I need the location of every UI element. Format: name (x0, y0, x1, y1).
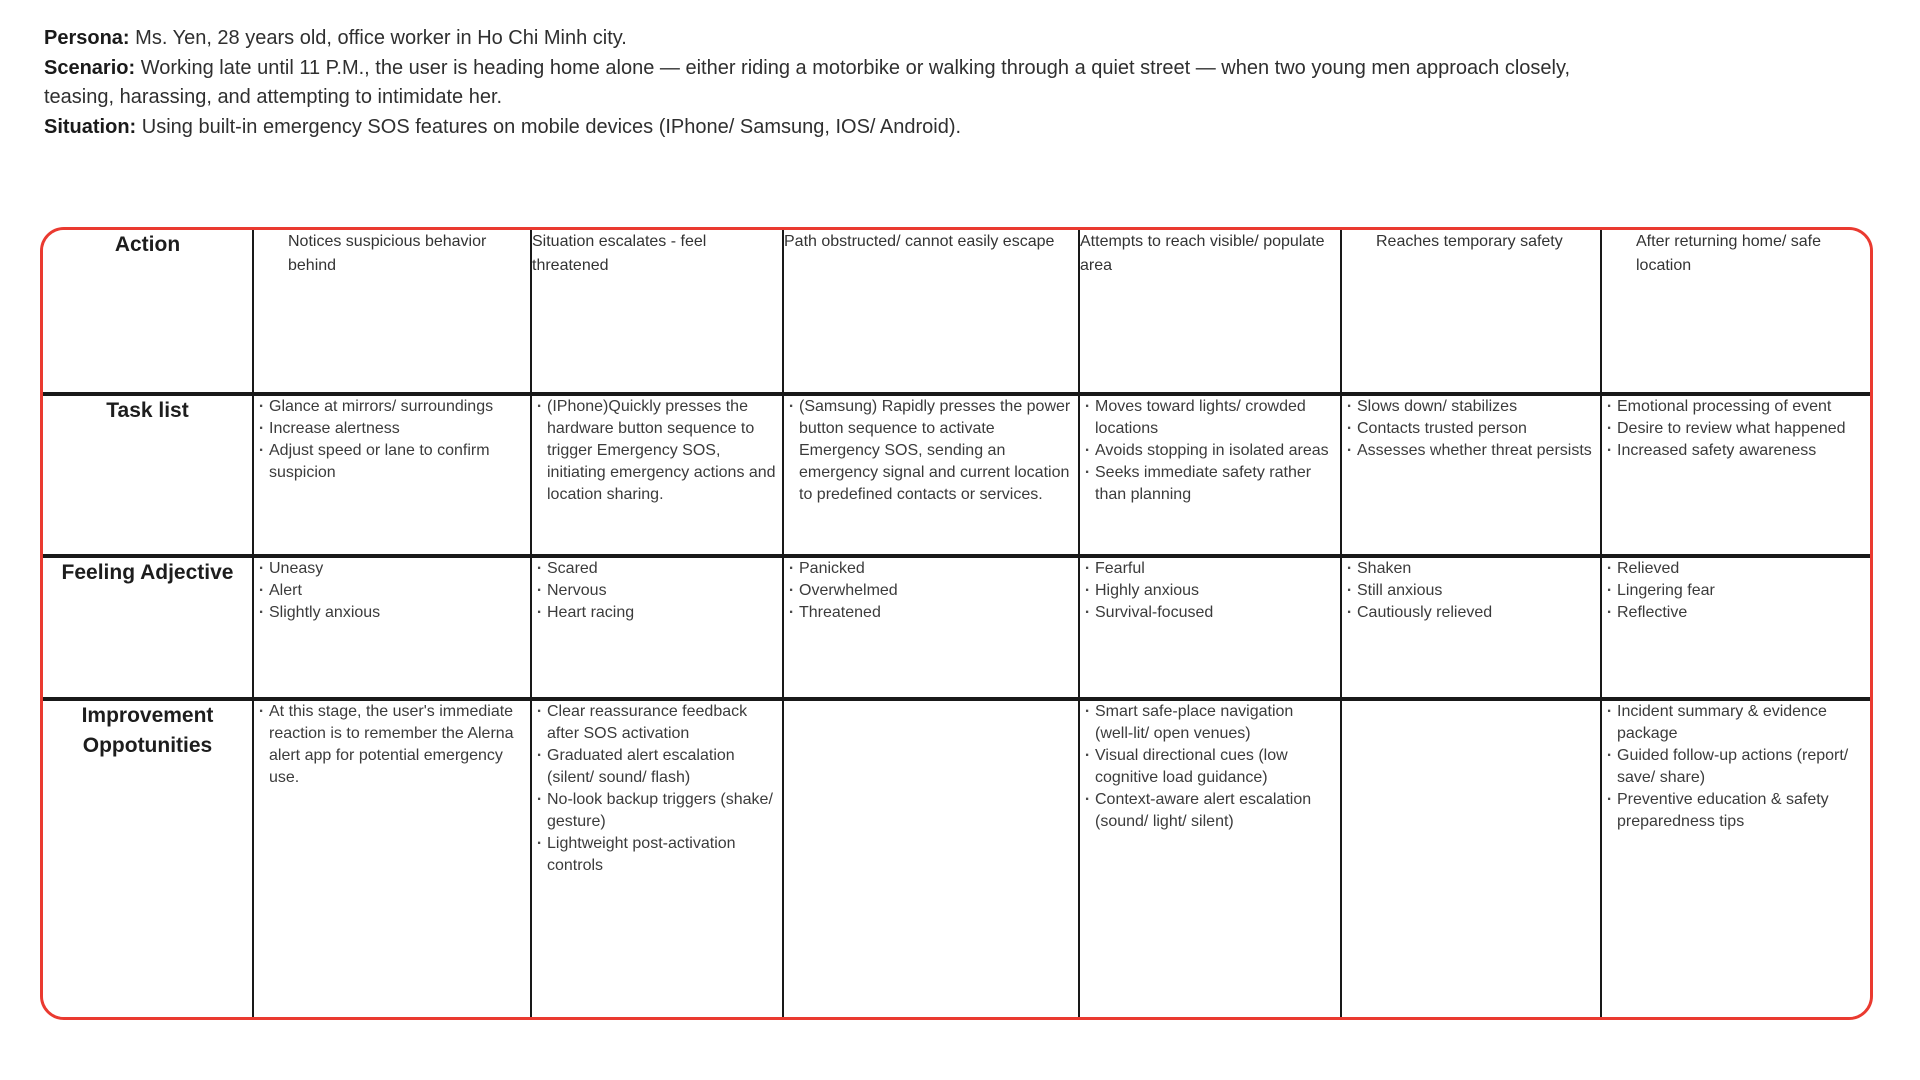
task-list-3 (784, 396, 1078, 506)
bullet-dot: · (1346, 420, 1353, 437)
list-item-text: Highly anxious (1095, 582, 1200, 599)
journey-table (43, 230, 1873, 1020)
bullet-dot: · (536, 791, 543, 808)
bullet-dot: · (1606, 560, 1613, 577)
list-item-text: Still anxious (1357, 582, 1443, 599)
list-item (254, 558, 530, 580)
list-item-text: Lingering fear (1617, 582, 1715, 599)
list-item-text: Preventive education & safety preparedness tips (1617, 791, 1829, 830)
list-item (254, 440, 530, 484)
task-list-6 (1602, 396, 1873, 462)
scenario-line (44, 54, 1604, 113)
brief-text-block (44, 24, 1604, 142)
bullet-dot: · (1346, 604, 1353, 621)
bullet-dot: · (1346, 582, 1353, 599)
list-item-text: Glance at mirrors/ surroundings (269, 398, 494, 415)
bullet-dot: · (536, 703, 543, 720)
action-cell-1: Notices suspicious behavior behind (253, 230, 531, 394)
list-item-text: Relieved (1617, 560, 1680, 577)
bullet-dot: · (1084, 398, 1091, 415)
list-item (254, 580, 530, 602)
action-row (43, 230, 1873, 394)
list-item-text: Contacts trusted person (1357, 420, 1527, 437)
list-item-text: Increased safety awareness (1617, 442, 1817, 459)
list-item-text: At this stage, the user's immediate reaction is to remember the Alerna alert app for potential emergency use. (269, 703, 514, 786)
list-item-text: Context-aware alert escalation (sound/ light/ silent) (1095, 791, 1312, 830)
list-item-text: Threatened (799, 604, 881, 621)
improvement-list-1 (254, 701, 530, 789)
list-item-text: Desire to review what happened (1617, 420, 1846, 437)
list-item (1602, 745, 1873, 789)
list-item-text: Nervous (547, 582, 607, 599)
bullet-dot: · (1346, 442, 1353, 459)
task-cell-6 (1601, 394, 1873, 556)
bullet-dot: · (1346, 560, 1353, 577)
list-item (1342, 558, 1600, 580)
action-cell-6: After returning home/ safe location (1601, 230, 1873, 394)
journey-map-table (40, 227, 1873, 1020)
improvement-cell-1 (253, 699, 531, 1020)
list-item (532, 396, 782, 506)
list-item-text: Smart safe-place navigation (well-lit/ open venues) (1095, 703, 1294, 742)
feeling-list-2 (532, 558, 782, 624)
bullet-dot: · (258, 582, 265, 599)
list-item-text: Heart racing (547, 604, 635, 621)
bullet-dot: · (1084, 703, 1091, 720)
list-item (784, 558, 1078, 580)
bullet-dot: · (1606, 747, 1613, 764)
list-item (1602, 558, 1873, 580)
task-cell-3 (783, 394, 1079, 556)
list-item (1602, 701, 1873, 745)
list-item (532, 558, 782, 580)
list-item-text: Panicked (799, 560, 865, 577)
task-cell-4 (1079, 394, 1341, 556)
feeling-list-5 (1342, 558, 1600, 624)
improvement-cell-5 (1341, 699, 1601, 1020)
improvement-cell-3 (783, 699, 1079, 1020)
bullet-dot: · (1606, 398, 1613, 415)
action-cell-4: Attempts to reach visible/ populate area (1079, 230, 1341, 394)
list-item-text: Slows down/ stabilizes (1357, 398, 1518, 415)
list-item (784, 580, 1078, 602)
bullet-dot: · (788, 604, 795, 621)
persona-line (44, 24, 1604, 54)
feeling-cell-6 (1601, 556, 1873, 699)
list-item (532, 602, 782, 624)
list-item (1602, 440, 1873, 462)
row-label-task-list: Task list (43, 394, 253, 556)
feeling-row (43, 556, 1873, 699)
bullet-dot: · (1346, 398, 1353, 415)
list-item-text: Moves toward lights/ crowded locations (1095, 398, 1306, 437)
task-list-4 (1080, 396, 1340, 506)
situation-label: Situation: (44, 115, 137, 138)
list-item-text: Graduated alert escalation (silent/ sound/ flash) (547, 747, 735, 786)
bullet-dot: · (788, 398, 795, 415)
feeling-cell-3 (783, 556, 1079, 699)
list-item (1080, 440, 1340, 462)
list-item-text: (Samsung) Rapidly presses the power button sequence to activate Emergency SOS, sending an emergency signal and current location to predefined contacts or services. (799, 398, 1071, 503)
list-item-text: Seeks immediate safety rather than planning (1095, 464, 1312, 503)
list-item (254, 602, 530, 624)
improvement-cell-2 (531, 699, 783, 1020)
task-list-5 (1342, 396, 1600, 462)
list-item (1080, 580, 1340, 602)
list-item-text: Avoids stopping in isolated areas (1095, 442, 1329, 459)
bullet-dot: · (536, 398, 543, 415)
list-item (1342, 418, 1600, 440)
bullet-dot: · (1084, 464, 1091, 481)
task-cell-1 (253, 394, 531, 556)
list-item (532, 701, 782, 745)
list-item-text: Overwhelmed (799, 582, 898, 599)
list-item-text: Visual directional cues (low cognitive load guidance) (1095, 747, 1288, 786)
list-item (254, 418, 530, 440)
improvement-list-6 (1602, 701, 1873, 833)
bullet-dot: · (258, 398, 265, 415)
list-item (1080, 462, 1340, 506)
list-item-text: Increase alertness (269, 420, 400, 437)
task-list-row (43, 394, 1873, 556)
list-item (1342, 440, 1600, 462)
list-item-text: Assesses whether threat persists (1357, 442, 1592, 459)
list-item (254, 396, 530, 418)
list-item (1342, 396, 1600, 418)
task-list-1 (254, 396, 530, 484)
list-item-text: Adjust speed or lane to confirm suspicion (269, 442, 490, 481)
list-item-text: Slightly anxious (269, 604, 381, 621)
list-item (254, 701, 530, 789)
feeling-list-6 (1602, 558, 1873, 624)
scenario-text: Working late until 11 P.M., the user is heading home alone — either riding a motorbike or walking through a quiet street — when two young men approach closely, teasing, harassing, and attempting to intimidate her. (44, 56, 1571, 108)
scenario-label: Scenario: (44, 56, 136, 79)
improvement-list-2 (532, 701, 782, 877)
persona-label: Persona: (44, 27, 130, 49)
list-item (532, 580, 782, 602)
feeling-cell-4 (1079, 556, 1341, 699)
bullet-dot: · (258, 604, 265, 621)
bullet-dot: · (1606, 582, 1613, 599)
list-item (1080, 558, 1340, 580)
bullet-dot: · (536, 604, 543, 621)
list-item-text: Reflective (1617, 604, 1688, 621)
list-item (1342, 580, 1600, 602)
bullet-dot: · (788, 582, 795, 599)
list-item-text: Fearful (1095, 560, 1145, 577)
bullet-dot: · (258, 560, 265, 577)
list-item (532, 833, 782, 877)
action-cell-2: Situation escalates - feel threatened (531, 230, 783, 394)
row-label-improvement: Improvement Oppotunities (43, 699, 253, 1020)
bullet-dot: · (1084, 604, 1091, 621)
bullet-dot: · (1084, 747, 1091, 764)
list-item (1080, 789, 1340, 833)
task-cell-5 (1341, 394, 1601, 556)
improvement-row (43, 699, 1873, 1020)
bullet-dot: · (1606, 420, 1613, 437)
list-item (1602, 396, 1873, 418)
list-item-text: Emotional processing of event (1617, 398, 1832, 415)
list-item (1080, 701, 1340, 745)
list-item-text: Lightweight post-activation controls (547, 835, 736, 874)
list-item (784, 602, 1078, 624)
feeling-list-3 (784, 558, 1078, 624)
task-cell-2 (531, 394, 783, 556)
list-item-text: Guided follow-up actions (report/ save/ share) (1617, 747, 1849, 786)
list-item (1080, 602, 1340, 624)
list-item (1080, 745, 1340, 789)
bullet-dot: · (1606, 703, 1613, 720)
list-item (1342, 602, 1600, 624)
list-item-text: (IPhone)Quickly presses the hardware button sequence to trigger Emergency SOS, initiating emergency actions and location sharing. (547, 398, 776, 503)
persona-text: Ms. Yen, 28 years old, office worker in Ho Chi Minh city. (135, 27, 627, 49)
list-item (532, 789, 782, 833)
bullet-dot: · (536, 560, 543, 577)
list-item (1602, 418, 1873, 440)
situation-line (44, 113, 1604, 143)
bullet-dot: · (536, 582, 543, 599)
feeling-cell-1 (253, 556, 531, 699)
list-item-text: No-look backup triggers (shake/ gesture) (547, 791, 773, 830)
list-item-text: Incident summary & evidence package (1617, 703, 1827, 742)
improvement-cell-6 (1601, 699, 1873, 1020)
action-cell-3: Path obstructed/ cannot easily escape (783, 230, 1079, 394)
bullet-dot: · (258, 703, 265, 720)
bullet-dot: · (536, 835, 543, 852)
improvement-cell-4 (1079, 699, 1341, 1020)
task-list-2 (532, 396, 782, 506)
feeling-cell-5 (1341, 556, 1601, 699)
bullet-dot: · (536, 747, 543, 764)
situation-text: Using built-in emergency SOS features on mobile devices (IPhone/ Samsung, IOS/ Android). (141, 115, 962, 138)
bullet-dot: · (258, 442, 265, 459)
list-item-text: Clear reassurance feedback after SOS activation (547, 703, 748, 742)
feeling-list-1 (254, 558, 530, 624)
list-item (1080, 396, 1340, 440)
list-item-text: Scared (547, 560, 598, 577)
bullet-dot: · (1084, 560, 1091, 577)
list-item (1602, 789, 1873, 833)
row-label-action: Action (43, 230, 253, 394)
list-item (1602, 602, 1873, 624)
list-item-text: Shaken (1357, 560, 1412, 577)
bullet-dot: · (1606, 791, 1613, 808)
list-item-text: Cautiously relieved (1357, 604, 1493, 621)
feeling-list-4 (1080, 558, 1340, 624)
bullet-dot: · (1084, 791, 1091, 808)
row-label-feeling: Feeling Adjective (43, 556, 253, 699)
list-item-text: Alert (269, 582, 302, 599)
list-item (1602, 580, 1873, 602)
list-item (784, 396, 1078, 506)
feeling-cell-2 (531, 556, 783, 699)
bullet-dot: · (788, 560, 795, 577)
bullet-dot: · (1084, 582, 1091, 599)
list-item-text: Survival-focused (1095, 604, 1214, 621)
list-item-text: Uneasy (269, 560, 324, 577)
action-cell-5: Reaches temporary safety (1341, 230, 1601, 394)
bullet-dot: · (258, 420, 265, 437)
bullet-dot: · (1606, 604, 1613, 621)
improvement-list-4 (1080, 701, 1340, 833)
list-item (532, 745, 782, 789)
bullet-dot: · (1084, 442, 1091, 459)
bullet-dot: · (1606, 442, 1613, 459)
